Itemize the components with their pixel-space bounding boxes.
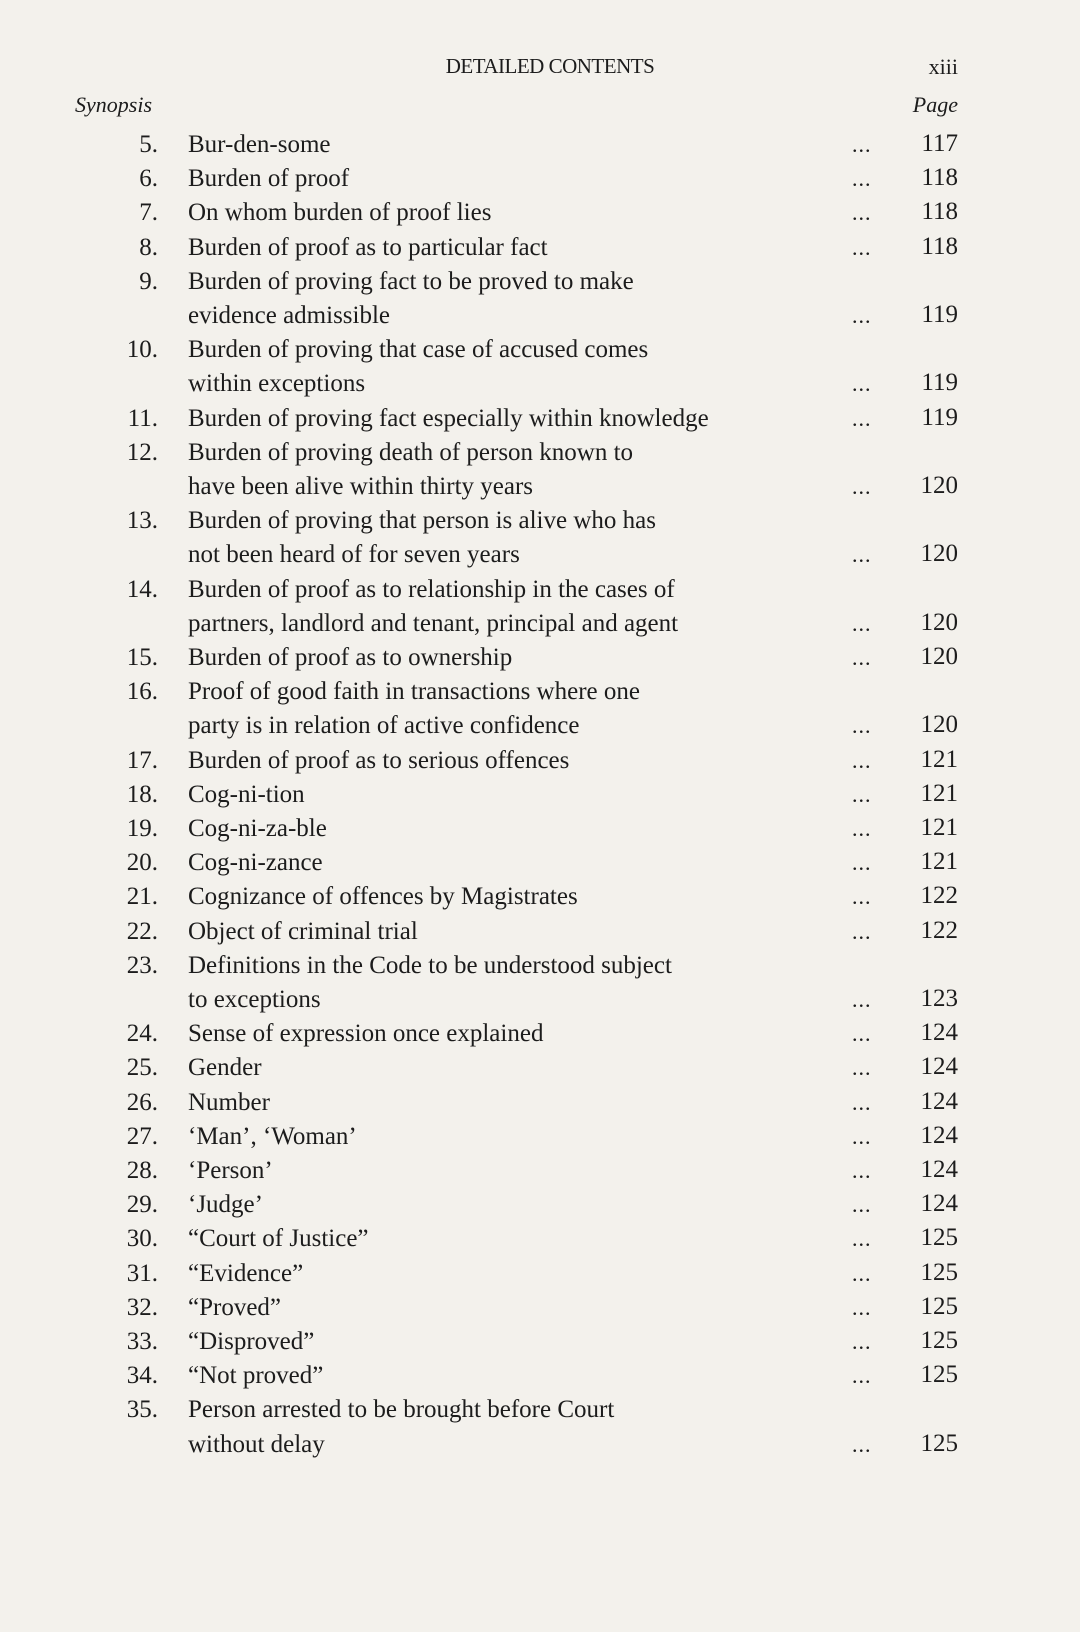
entry-number: 22. xyxy=(126,917,158,945)
contents-entry xyxy=(0,436,1080,504)
entry-number: 19. xyxy=(126,815,158,842)
entry-title-line: evidence admissible xyxy=(188,302,391,329)
entry-title xyxy=(188,949,848,1017)
entry-number: 34. xyxy=(126,1362,158,1390)
entry-page-number: 118 xyxy=(921,198,958,226)
contents-entry xyxy=(0,778,1080,812)
entry-page-number: 124 xyxy=(920,1053,958,1081)
entry-number: 14. xyxy=(126,575,158,603)
leader-dots: ... xyxy=(852,473,872,499)
entry-number: 29. xyxy=(126,1191,158,1219)
contents-entry xyxy=(0,1393,1080,1461)
entry-page-number: 120 xyxy=(920,643,958,670)
leader-dots: ... xyxy=(852,132,872,157)
entry-page-number: 119 xyxy=(921,403,958,431)
leader-dots: ... xyxy=(852,1226,872,1252)
entry-page-number: 124 xyxy=(920,1019,958,1047)
contents-entry xyxy=(0,641,1080,675)
entry-title xyxy=(188,778,848,812)
entry-number: 11. xyxy=(127,404,158,432)
entry-title-line: Burden of proving that case of accused comes xyxy=(188,336,649,364)
contents-entry xyxy=(0,1359,1080,1393)
entry-title-line: Burden of proof xyxy=(188,165,350,193)
entry-title-line: “Proved” xyxy=(188,1293,282,1321)
entry-number: 16. xyxy=(126,678,158,706)
entry-number: 20. xyxy=(126,849,158,877)
entry-page-number: 118 xyxy=(921,232,958,260)
contents-entry xyxy=(0,880,1080,914)
entry-title xyxy=(188,1291,848,1325)
entry-page-number: 120 xyxy=(920,540,958,568)
contents-entry xyxy=(0,1291,1080,1325)
contents-entry xyxy=(0,402,1080,436)
contents-entry xyxy=(0,1257,1080,1291)
contents-entry xyxy=(0,1188,1080,1222)
entry-title-line: Number xyxy=(188,1088,270,1116)
contents-entry xyxy=(0,231,1080,265)
entry-title-line: Burden of proving fact especially within knowledge xyxy=(188,404,709,432)
contents-entry xyxy=(0,265,1080,333)
entry-title xyxy=(188,1325,848,1359)
entry-title-line: Cog-ni-za-ble xyxy=(188,815,327,842)
bleed-through-decoration xyxy=(215,80,220,103)
entry-page-number: 125 xyxy=(920,1224,958,1252)
entry-page-number: 118 xyxy=(921,164,958,192)
entry-number: 23. xyxy=(126,951,158,979)
entry-title xyxy=(188,573,848,641)
entry-title xyxy=(188,333,848,401)
entry-title xyxy=(188,880,848,914)
entry-title xyxy=(188,915,848,949)
entry-title-line: to exceptions xyxy=(188,986,321,1013)
entry-title-line: Burden of proving death of person known to xyxy=(188,438,634,466)
entry-page-number: 119 xyxy=(921,300,958,328)
entry-number: 7. xyxy=(139,199,158,227)
contents-entry xyxy=(0,949,1080,1017)
entry-number: 12. xyxy=(126,438,158,466)
entry-title-line: “Evidence” xyxy=(188,1259,304,1287)
contents-entry xyxy=(0,1086,1080,1120)
entry-title xyxy=(188,641,848,675)
entry-title-line: Object of criminal trial xyxy=(188,917,418,945)
entry-page-number: 124 xyxy=(920,1190,958,1218)
entry-title-line: Bur-den-some xyxy=(188,131,331,158)
entry-title xyxy=(188,162,848,196)
entry-title xyxy=(188,504,848,572)
contents-entry xyxy=(0,162,1080,196)
entry-title-line: not been heard of for seven years xyxy=(188,541,520,569)
leader-dots: ... xyxy=(852,1260,872,1286)
entry-page-number: 121 xyxy=(920,745,958,773)
entry-title xyxy=(188,1222,848,1256)
entry-title-line: Burden of proof as to particular fact xyxy=(188,233,548,261)
entry-number: 35. xyxy=(126,1396,158,1424)
page-number-roman: xiii xyxy=(928,54,958,79)
entry-page-number: 125 xyxy=(920,1292,958,1320)
entry-title-line: party is in relation of active confidence xyxy=(188,712,580,740)
entry-title-line: Burden of proof as to relationship in the cases of xyxy=(188,575,675,603)
leader-dots: ... xyxy=(852,1431,872,1457)
leader-dots: ... xyxy=(852,986,872,1012)
contents-entry xyxy=(0,675,1080,743)
entry-number: 15. xyxy=(126,644,158,671)
entry-title xyxy=(188,436,848,504)
contents-entry xyxy=(0,1017,1080,1051)
entry-title xyxy=(188,1154,848,1188)
leader-dots: ... xyxy=(852,816,872,841)
leader-dots: ... xyxy=(852,1021,872,1047)
entry-page-number: 122 xyxy=(920,882,958,910)
entry-title xyxy=(188,265,848,333)
entry-title-line: On whom burden of proof lies xyxy=(188,199,492,227)
entry-number: 32. xyxy=(126,1293,158,1321)
entry-title-line: “Court of Justice” xyxy=(188,1225,369,1253)
entry-title-line: Burden of proving fact to be proved to make xyxy=(188,267,634,295)
contents-entry xyxy=(0,1325,1080,1359)
entry-page-number: 121 xyxy=(920,814,958,841)
contents-entry xyxy=(0,504,1080,572)
leader-dots: ... xyxy=(852,1123,872,1149)
leader-dots: ... xyxy=(852,200,872,226)
entry-title-line: ‘Person’ xyxy=(188,1157,273,1184)
entry-title xyxy=(188,1257,848,1291)
leader-dots: ... xyxy=(852,1055,872,1081)
entry-title xyxy=(188,1359,848,1393)
entry-number: 9. xyxy=(139,267,158,295)
contents-entry xyxy=(0,812,1080,846)
entry-title-line: partners, landlord and tenant, principal and agent xyxy=(188,609,679,637)
entry-number: 5. xyxy=(139,131,158,158)
entry-page-number: 125 xyxy=(920,1361,958,1389)
entry-title xyxy=(188,1188,848,1222)
entry-page-number: 125 xyxy=(920,1429,958,1457)
entry-title xyxy=(188,1086,848,1120)
entry-page-number: 120 xyxy=(920,471,958,499)
entry-page-number: 123 xyxy=(920,984,958,1012)
entry-number: 33. xyxy=(126,1328,158,1355)
contents-entry xyxy=(0,744,1080,778)
entry-number: 18. xyxy=(126,780,158,808)
entry-number: 28. xyxy=(126,1157,158,1184)
entry-number: 31. xyxy=(126,1259,158,1287)
leader-dots: ... xyxy=(852,610,872,636)
entry-title-line: “Not proved” xyxy=(188,1362,324,1390)
contents-entry xyxy=(0,1120,1080,1154)
entry-title-line: Burden of proof as to ownership xyxy=(188,644,513,671)
entry-page-number: 122 xyxy=(920,916,958,944)
leader-dots: ... xyxy=(852,302,872,328)
entry-number: 10. xyxy=(126,336,158,364)
contents-entry xyxy=(0,846,1080,880)
leader-dots: ... xyxy=(852,781,872,807)
entry-page-number: 117 xyxy=(921,130,958,157)
entry-title xyxy=(188,1051,848,1085)
entry-title-line: Cog-ni-zance xyxy=(188,849,323,877)
column-heading-page: Page xyxy=(912,92,958,117)
leader-dots: ... xyxy=(852,1089,872,1115)
entry-page-number: 124 xyxy=(920,1156,958,1183)
entry-title xyxy=(188,744,848,778)
leader-dots: ... xyxy=(852,1158,872,1183)
contents-entry xyxy=(0,915,1080,949)
entry-title xyxy=(188,675,848,743)
entry-title xyxy=(188,812,848,846)
entry-number: 8. xyxy=(139,233,158,261)
entry-title xyxy=(188,231,848,265)
entry-page-number: 121 xyxy=(920,779,958,807)
entry-title xyxy=(188,128,848,162)
contents-entry xyxy=(0,128,1080,162)
contents-entry xyxy=(0,333,1080,401)
entry-title xyxy=(188,1393,848,1461)
entry-page-number: 120 xyxy=(920,608,958,636)
column-heading-synopsis: Synopsis xyxy=(75,92,152,117)
entry-page-number: 125 xyxy=(920,1258,958,1286)
leader-dots: ... xyxy=(852,234,872,260)
entry-number: 21. xyxy=(126,883,158,911)
leader-dots: ... xyxy=(852,1363,872,1389)
entry-title-line: Person arrested to be brought before Court xyxy=(188,1396,615,1424)
entry-title-line: Gender xyxy=(188,1054,262,1082)
contents-entry xyxy=(0,573,1080,641)
entry-title-line: “Disproved” xyxy=(188,1328,315,1355)
entry-page-number: 120 xyxy=(920,711,958,739)
entry-title-line: have been alive within thirty years xyxy=(188,473,534,500)
entry-number: 26. xyxy=(126,1088,158,1116)
entry-page-number: 119 xyxy=(921,369,958,397)
leader-dots: ... xyxy=(852,850,872,876)
entry-title xyxy=(188,402,848,436)
entry-page-number: 124 xyxy=(920,1121,958,1149)
entry-title xyxy=(188,196,848,230)
entry-title-line: Burden of proving that person is alive who has xyxy=(188,507,656,535)
entry-title-line: ‘Man’, ‘Woman’ xyxy=(188,1122,357,1150)
entry-title-line: Burden of proof as to serious offences xyxy=(188,746,570,774)
entry-title xyxy=(188,1120,848,1154)
leader-dots: ... xyxy=(852,918,872,944)
entry-number: 24. xyxy=(126,1020,158,1048)
contents-entry xyxy=(0,196,1080,230)
entry-title-line: ‘Judge’ xyxy=(188,1191,263,1219)
contents-entry xyxy=(0,1051,1080,1085)
entry-title xyxy=(188,846,848,880)
leader-dots: ... xyxy=(852,405,872,431)
entry-title xyxy=(188,1017,848,1051)
leader-dots: ... xyxy=(852,1294,872,1320)
leader-dots: ... xyxy=(852,1192,872,1218)
leader-dots: ... xyxy=(852,1329,872,1354)
entry-number: 30. xyxy=(126,1225,158,1253)
leader-dots: ... xyxy=(852,371,872,397)
entry-title-line: Cognizance of offences by Magistrates xyxy=(188,883,578,911)
entry-number: 6. xyxy=(139,165,158,193)
entry-page-number: 121 xyxy=(920,848,958,876)
entry-title-line: Definitions in the Code to be understood subject xyxy=(188,951,672,979)
entry-title-line: Sense of expression once explained xyxy=(188,1020,544,1048)
entry-number: 13. xyxy=(126,507,158,535)
entry-title-line: within exceptions xyxy=(188,370,366,398)
leader-dots: ... xyxy=(852,645,872,670)
leader-dots: ... xyxy=(852,747,872,773)
leader-dots: ... xyxy=(852,542,872,568)
contents-entry xyxy=(0,1154,1080,1188)
entry-page-number: 124 xyxy=(920,1087,958,1115)
leader-dots: ... xyxy=(852,884,872,910)
entry-number: 17. xyxy=(126,746,158,774)
page-header-title: DETAILED CONTENTS xyxy=(445,54,655,78)
contents-entry xyxy=(0,1222,1080,1256)
entry-number: 27. xyxy=(126,1122,158,1150)
entry-number: 25. xyxy=(126,1054,158,1082)
entry-title-line: without delay xyxy=(188,1430,325,1458)
entry-title-line: Cog-ni-tion xyxy=(188,780,305,808)
leader-dots: ... xyxy=(852,713,872,739)
leader-dots: ... xyxy=(852,166,872,192)
entry-page-number: 125 xyxy=(920,1327,958,1354)
entry-title-line: Proof of good faith in transactions where one xyxy=(188,678,640,706)
